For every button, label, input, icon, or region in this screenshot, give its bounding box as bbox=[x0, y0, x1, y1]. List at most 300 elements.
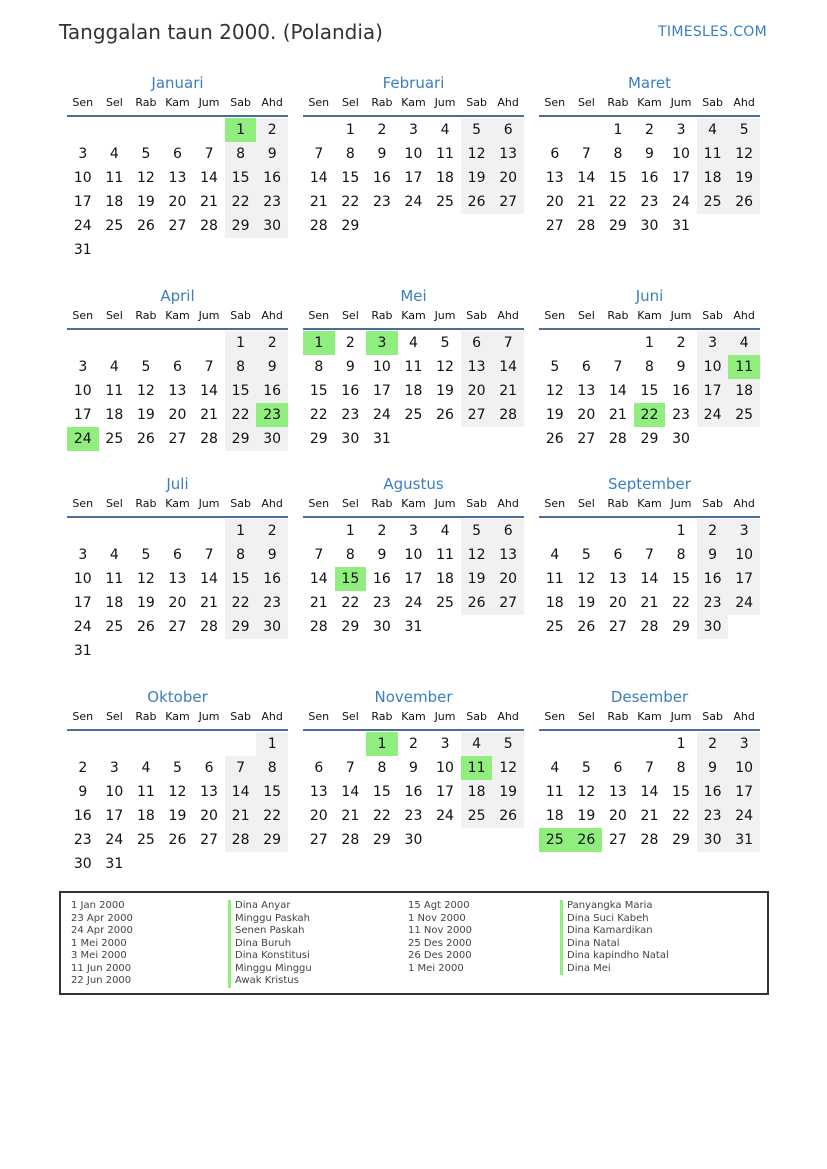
empty-cell bbox=[571, 118, 603, 142]
empty-cell bbox=[539, 519, 571, 543]
legend-holiday-name: Dina Natal bbox=[560, 938, 669, 951]
day-cell: 17 bbox=[404, 571, 423, 587]
empty-cell bbox=[67, 732, 99, 756]
day-cell: 18 bbox=[436, 571, 454, 587]
weekday-label: Sab bbox=[230, 96, 251, 109]
day-cell: 6 bbox=[173, 359, 182, 375]
weekday-label: Jum bbox=[670, 309, 692, 322]
day-cell: 29 bbox=[640, 431, 659, 447]
weekday-label: Sen bbox=[72, 497, 94, 510]
day-cell: 11 bbox=[697, 142, 729, 166]
month-title: Juni bbox=[635, 287, 664, 305]
day-cell: 30 bbox=[672, 431, 690, 447]
day-cell: 19 bbox=[136, 407, 155, 423]
day-grid bbox=[303, 118, 524, 238]
day-cell: 19 bbox=[136, 595, 155, 611]
holiday-cell: 26 bbox=[571, 828, 603, 852]
day-cell: 28 bbox=[640, 619, 659, 635]
day-cell: 11 bbox=[545, 571, 564, 587]
day-cell: 14 bbox=[640, 784, 659, 800]
day-cell: 9 bbox=[78, 784, 88, 800]
day-cell: 14 bbox=[309, 571, 328, 587]
day-cell: 5 bbox=[461, 118, 493, 142]
day-cell: 18 bbox=[105, 194, 124, 210]
empty-cell bbox=[602, 331, 634, 355]
empty-cell bbox=[130, 331, 162, 355]
day-cell: 2 bbox=[78, 760, 88, 776]
day-cell: 5 bbox=[492, 732, 524, 756]
day-cell: 28 bbox=[608, 431, 627, 447]
day-cell: 31 bbox=[73, 242, 92, 258]
day-cell: 25 bbox=[404, 407, 423, 423]
weekday-label: Rab bbox=[371, 309, 393, 322]
day-cell: 24 bbox=[372, 407, 391, 423]
day-cell: 23 bbox=[256, 190, 288, 214]
weekday-label: Sen bbox=[72, 309, 94, 322]
day-cell: 20 bbox=[168, 194, 187, 210]
day-cell: 4 bbox=[440, 523, 450, 539]
weekday-label: Sab bbox=[466, 309, 487, 322]
day-cell: 27 bbox=[492, 190, 524, 214]
day-cell: 24 bbox=[105, 832, 124, 848]
month-title: Oktober bbox=[147, 688, 208, 706]
day-cell: 29 bbox=[672, 832, 690, 848]
day-cell: 5 bbox=[461, 519, 493, 543]
day-cell: 24 bbox=[436, 808, 454, 824]
legend-holiday-name: Dina kapindho Natal bbox=[560, 950, 669, 963]
empty-cell bbox=[162, 331, 194, 355]
day-cell: 5 bbox=[550, 359, 560, 375]
day-cell: 18 bbox=[545, 595, 564, 611]
day-cell: 14 bbox=[225, 780, 257, 804]
day-cell: 21 bbox=[225, 804, 257, 828]
day-cell: 14 bbox=[492, 355, 524, 379]
weekday-label: Sen bbox=[308, 96, 330, 109]
day-cell: 2 bbox=[645, 122, 654, 138]
weekday-header bbox=[539, 310, 760, 330]
legend-date: 15 Agt 2000 bbox=[408, 900, 470, 911]
day-cell: 6 bbox=[492, 118, 524, 142]
weekday-label: Kam bbox=[637, 497, 662, 510]
weekday-label: Sab bbox=[702, 710, 723, 723]
day-cell: 4 bbox=[440, 122, 450, 138]
day-cell: 16 bbox=[640, 170, 659, 186]
weekday-label: Jum bbox=[670, 497, 692, 510]
month-september bbox=[539, 473, 760, 639]
day-cell: 13 bbox=[168, 170, 187, 186]
day-cell: 3 bbox=[440, 736, 450, 752]
day-cell: 12 bbox=[461, 543, 493, 567]
day-cell: 27 bbox=[608, 619, 627, 635]
legend-date: 22 Jun 2000 bbox=[71, 975, 132, 986]
day-cell: 30 bbox=[341, 431, 360, 447]
day-cell: 16 bbox=[372, 571, 391, 587]
day-cell: 31 bbox=[672, 218, 690, 234]
weekday-label: Ahd bbox=[733, 96, 755, 109]
weekday-label: Jum bbox=[434, 96, 456, 109]
day-cell: 3 bbox=[78, 547, 88, 563]
month-title: September bbox=[608, 475, 691, 493]
day-cell: 23 bbox=[341, 407, 360, 423]
legend-names-left bbox=[228, 900, 312, 988]
day-cell: 27 bbox=[168, 431, 187, 447]
day-cell: 17 bbox=[404, 170, 423, 186]
day-cell: 12 bbox=[545, 383, 564, 399]
empty-cell bbox=[303, 732, 335, 756]
day-cell: 7 bbox=[204, 146, 214, 162]
empty-cell bbox=[539, 732, 571, 756]
day-cell: 8 bbox=[613, 146, 623, 162]
day-grid bbox=[303, 331, 524, 451]
weekday-label: Sab bbox=[466, 96, 487, 109]
day-cell: 10 bbox=[697, 355, 729, 379]
month-juni bbox=[539, 285, 760, 451]
day-cell: 7 bbox=[645, 760, 654, 776]
day-cell: 27 bbox=[461, 403, 493, 427]
day-cell: 22 bbox=[672, 595, 690, 611]
day-cell: 14 bbox=[309, 170, 328, 186]
day-cell: 17 bbox=[372, 383, 391, 399]
day-cell: 18 bbox=[105, 595, 124, 611]
day-cell: 1 bbox=[676, 523, 686, 539]
day-cell: 11 bbox=[404, 359, 423, 375]
month-februari bbox=[303, 72, 524, 238]
weekday-label: Kam bbox=[401, 309, 426, 322]
weekday-label: Sel bbox=[341, 497, 359, 510]
day-cell: 27 bbox=[577, 431, 596, 447]
day-cell: 4 bbox=[550, 547, 560, 563]
day-cell: 12 bbox=[728, 142, 760, 166]
day-cell: 17 bbox=[73, 194, 92, 210]
empty-cell bbox=[634, 519, 666, 543]
day-cell: 2 bbox=[676, 335, 686, 351]
day-cell: 14 bbox=[608, 383, 627, 399]
day-cell: 23 bbox=[697, 591, 729, 615]
day-cell: 16 bbox=[256, 567, 288, 591]
day-cell: 2 bbox=[377, 122, 387, 138]
weekday-header bbox=[67, 97, 288, 117]
day-cell: 14 bbox=[200, 170, 218, 186]
day-cell: 27 bbox=[200, 832, 218, 848]
empty-cell bbox=[193, 118, 225, 142]
day-cell: 20 bbox=[545, 194, 564, 210]
weekday-label: Sel bbox=[577, 497, 595, 510]
day-cell: 20 bbox=[492, 166, 524, 190]
day-cell: 25 bbox=[105, 619, 124, 635]
day-cell: 22 bbox=[341, 595, 360, 611]
day-cell: 2 bbox=[377, 523, 387, 539]
weekday-label: Ahd bbox=[497, 497, 519, 510]
day-cell: 8 bbox=[225, 355, 257, 379]
day-cell: 1 bbox=[645, 335, 654, 351]
day-cell: 26 bbox=[136, 431, 155, 447]
day-cell: 6 bbox=[550, 146, 560, 162]
day-cell: 25 bbox=[136, 832, 155, 848]
legend-holiday-name: Dina Anyar bbox=[228, 900, 312, 913]
legend-date: 3 Mei 2000 bbox=[71, 950, 127, 961]
weekday-label: Sab bbox=[466, 497, 487, 510]
weekday-label: Sel bbox=[105, 710, 123, 723]
day-cell: 16 bbox=[404, 784, 423, 800]
page-title: Tanggalan taun 2000. (Polandia) bbox=[59, 20, 383, 44]
day-cell: 6 bbox=[314, 760, 324, 776]
holiday-cell: 15 bbox=[335, 567, 367, 591]
day-cell: 16 bbox=[672, 383, 690, 399]
day-cell: 1 bbox=[256, 732, 288, 756]
weekday-label: Sel bbox=[341, 96, 359, 109]
weekday-label: Jum bbox=[198, 497, 220, 510]
day-cell: 3 bbox=[409, 122, 418, 138]
day-cell: 6 bbox=[173, 146, 182, 162]
legend-date: 11 Jun 2000 bbox=[71, 962, 132, 974]
day-cell: 30 bbox=[697, 615, 729, 639]
empty-cell bbox=[539, 118, 571, 142]
day-cell: 23 bbox=[672, 407, 690, 423]
empty-cell bbox=[193, 732, 225, 756]
day-cell: 6 bbox=[613, 760, 623, 776]
holiday-cell: 1 bbox=[303, 331, 335, 355]
day-cell: 29 bbox=[608, 218, 627, 234]
day-cell: 31 bbox=[105, 856, 124, 872]
day-cell: 12 bbox=[136, 571, 155, 587]
day-cell: 14 bbox=[200, 383, 218, 399]
day-cell: 26 bbox=[136, 619, 155, 635]
weekday-label: Sel bbox=[341, 710, 359, 723]
day-cell: 17 bbox=[73, 407, 92, 423]
day-cell: 13 bbox=[168, 383, 187, 399]
day-cell: 2 bbox=[697, 732, 729, 756]
weekday-label: Jum bbox=[434, 309, 456, 322]
day-cell: 17 bbox=[697, 379, 729, 403]
day-cell: 16 bbox=[256, 379, 288, 403]
day-cell: 31 bbox=[404, 619, 423, 635]
day-cell: 21 bbox=[577, 194, 596, 210]
day-cell: 9 bbox=[676, 359, 686, 375]
day-cell: 25 bbox=[728, 403, 760, 427]
day-cell: 1 bbox=[676, 736, 686, 752]
holiday-cell: 3 bbox=[366, 331, 398, 355]
day-cell: 12 bbox=[577, 571, 596, 587]
day-cell: 16 bbox=[256, 166, 288, 190]
legend-date: 11 Nov 2000 bbox=[408, 925, 473, 936]
day-cell: 13 bbox=[492, 142, 524, 166]
day-cell: 18 bbox=[697, 166, 729, 190]
day-cell: 30 bbox=[256, 214, 288, 238]
weekday-label: Sab bbox=[466, 710, 487, 723]
legend-date: 1 Jan 2000 bbox=[71, 900, 125, 911]
weekday-label: Rab bbox=[135, 309, 157, 322]
day-cell: 30 bbox=[372, 619, 391, 635]
day-cell: 5 bbox=[141, 547, 151, 563]
day-cell: 19 bbox=[577, 808, 596, 824]
day-cell: 17 bbox=[436, 784, 454, 800]
weekday-label: Jum bbox=[670, 710, 692, 723]
day-cell: 26 bbox=[492, 804, 524, 828]
legend-dates-left bbox=[71, 900, 133, 988]
empty-cell bbox=[303, 519, 335, 543]
day-cell: 27 bbox=[608, 832, 627, 848]
weekday-label: Ahd bbox=[733, 710, 755, 723]
day-cell: 9 bbox=[256, 142, 288, 166]
day-cell: 10 bbox=[728, 543, 760, 567]
holiday-cell: 25 bbox=[539, 828, 571, 852]
empty-cell bbox=[602, 732, 634, 756]
day-cell: 29 bbox=[341, 218, 360, 234]
day-cell: 13 bbox=[200, 784, 218, 800]
day-cell: 25 bbox=[461, 804, 493, 828]
day-cell: 3 bbox=[728, 519, 760, 543]
day-cell: 10 bbox=[73, 170, 92, 186]
weekday-label: Ahd bbox=[497, 309, 519, 322]
legend-date: 1 Nov 2000 bbox=[408, 912, 466, 924]
day-cell: 26 bbox=[545, 431, 564, 447]
day-cell: 25 bbox=[105, 431, 124, 447]
day-cell: 24 bbox=[73, 619, 92, 635]
day-cell: 30 bbox=[256, 615, 288, 639]
day-cell: 5 bbox=[581, 547, 591, 563]
day-cell: 9 bbox=[377, 547, 387, 563]
day-cell: 25 bbox=[436, 194, 454, 210]
day-cell: 11 bbox=[436, 547, 454, 563]
day-cell: 30 bbox=[697, 828, 729, 852]
day-cell: 13 bbox=[461, 355, 493, 379]
day-cell: 8 bbox=[256, 756, 288, 780]
legend-dates-right bbox=[408, 900, 472, 975]
brand-link[interactable]: TIMESLES.COM bbox=[658, 24, 767, 40]
day-cell: 29 bbox=[372, 832, 391, 848]
month-april bbox=[67, 285, 288, 451]
empty-cell bbox=[602, 519, 634, 543]
holiday-cell: 11 bbox=[728, 355, 760, 379]
weekday-label: Sen bbox=[308, 497, 330, 510]
day-cell: 24 bbox=[404, 194, 423, 210]
weekday-label: Jum bbox=[434, 497, 456, 510]
day-cell: 8 bbox=[676, 760, 686, 776]
day-cell: 5 bbox=[440, 335, 450, 351]
day-cell: 12 bbox=[577, 784, 596, 800]
day-cell: 22 bbox=[608, 194, 627, 210]
day-cell: 5 bbox=[141, 359, 151, 375]
day-cell: 9 bbox=[409, 760, 418, 776]
weekday-label: Rab bbox=[135, 710, 157, 723]
weekday-label: Sel bbox=[105, 497, 123, 510]
day-cell: 10 bbox=[404, 146, 423, 162]
weekday-header bbox=[303, 498, 524, 518]
empty-cell bbox=[634, 732, 666, 756]
day-cell: 20 bbox=[608, 595, 627, 611]
day-cell: 3 bbox=[676, 122, 686, 138]
day-cell: 16 bbox=[697, 567, 729, 591]
month-title: Juli bbox=[166, 475, 189, 493]
day-cell: 8 bbox=[225, 142, 257, 166]
day-cell: 28 bbox=[225, 828, 257, 852]
month-maret bbox=[539, 72, 760, 238]
day-cell: 17 bbox=[728, 780, 760, 804]
day-cell: 15 bbox=[309, 383, 328, 399]
day-cell: 20 bbox=[168, 595, 187, 611]
day-cell: 28 bbox=[200, 218, 218, 234]
day-cell: 30 bbox=[640, 218, 659, 234]
weekday-label: Rab bbox=[371, 96, 393, 109]
day-cell: 8 bbox=[645, 359, 654, 375]
weekday-label: Ahd bbox=[497, 96, 519, 109]
day-cell: 3 bbox=[109, 760, 119, 776]
month-juli bbox=[67, 473, 288, 663]
day-cell: 7 bbox=[645, 547, 654, 563]
day-cell: 18 bbox=[105, 407, 124, 423]
weekday-label: Rab bbox=[371, 710, 393, 723]
weekday-label: Sen bbox=[72, 710, 94, 723]
holiday-cell: 22 bbox=[634, 403, 666, 427]
month-agustus bbox=[303, 473, 524, 639]
day-cell: 18 bbox=[404, 383, 423, 399]
day-cell: 30 bbox=[256, 427, 288, 451]
day-cell: 4 bbox=[697, 118, 729, 142]
day-grid bbox=[539, 118, 760, 238]
day-cell: 4 bbox=[550, 760, 560, 776]
weekday-label: Kam bbox=[165, 710, 190, 723]
day-cell: 11 bbox=[545, 784, 564, 800]
day-cell: 19 bbox=[136, 194, 155, 210]
day-cell: 14 bbox=[640, 571, 659, 587]
day-cell: 29 bbox=[256, 828, 288, 852]
day-cell: 19 bbox=[545, 407, 564, 423]
weekday-label: Kam bbox=[637, 309, 662, 322]
empty-cell bbox=[67, 118, 99, 142]
day-cell: 20 bbox=[309, 808, 328, 824]
day-cell: 3 bbox=[78, 359, 88, 375]
day-cell: 10 bbox=[404, 547, 423, 563]
day-cell: 17 bbox=[672, 170, 690, 186]
legend-date: 23 Apr 2000 bbox=[71, 912, 133, 924]
month-title: Desember bbox=[610, 688, 689, 706]
day-cell: 16 bbox=[341, 383, 360, 399]
day-grid bbox=[67, 118, 288, 262]
day-cell: 6 bbox=[492, 519, 524, 543]
day-cell: 19 bbox=[728, 166, 760, 190]
empty-cell bbox=[193, 519, 225, 543]
day-cell: 21 bbox=[309, 595, 328, 611]
day-cell: 24 bbox=[404, 595, 423, 611]
empty-cell bbox=[130, 118, 162, 142]
empty-cell bbox=[99, 732, 131, 756]
weekday-label: Ahd bbox=[261, 309, 283, 322]
day-cell: 8 bbox=[345, 547, 355, 563]
day-cell: 21 bbox=[640, 595, 659, 611]
day-cell: 12 bbox=[492, 756, 524, 780]
day-cell: 26 bbox=[436, 407, 454, 423]
empty-cell bbox=[303, 118, 335, 142]
day-cell: 5 bbox=[141, 146, 151, 162]
legend-holiday-name: Minggu Paskah bbox=[228, 913, 312, 926]
empty-cell bbox=[99, 519, 131, 543]
day-cell: 11 bbox=[105, 170, 124, 186]
weekday-label: Ahd bbox=[261, 96, 283, 109]
legend-holiday-name: Awak Kristus bbox=[228, 975, 312, 988]
day-cell: 13 bbox=[309, 784, 328, 800]
day-cell: 11 bbox=[436, 146, 454, 162]
day-cell: 1 bbox=[613, 122, 623, 138]
day-cell: 15 bbox=[608, 170, 627, 186]
day-cell: 10 bbox=[672, 146, 690, 162]
day-cell: 21 bbox=[200, 407, 218, 423]
day-cell: 26 bbox=[577, 619, 596, 635]
month-title: Agustus bbox=[383, 475, 444, 493]
day-cell: 7 bbox=[314, 146, 324, 162]
weekday-label: Jum bbox=[198, 710, 220, 723]
weekday-label: Jum bbox=[434, 710, 456, 723]
day-cell: 22 bbox=[225, 591, 257, 615]
